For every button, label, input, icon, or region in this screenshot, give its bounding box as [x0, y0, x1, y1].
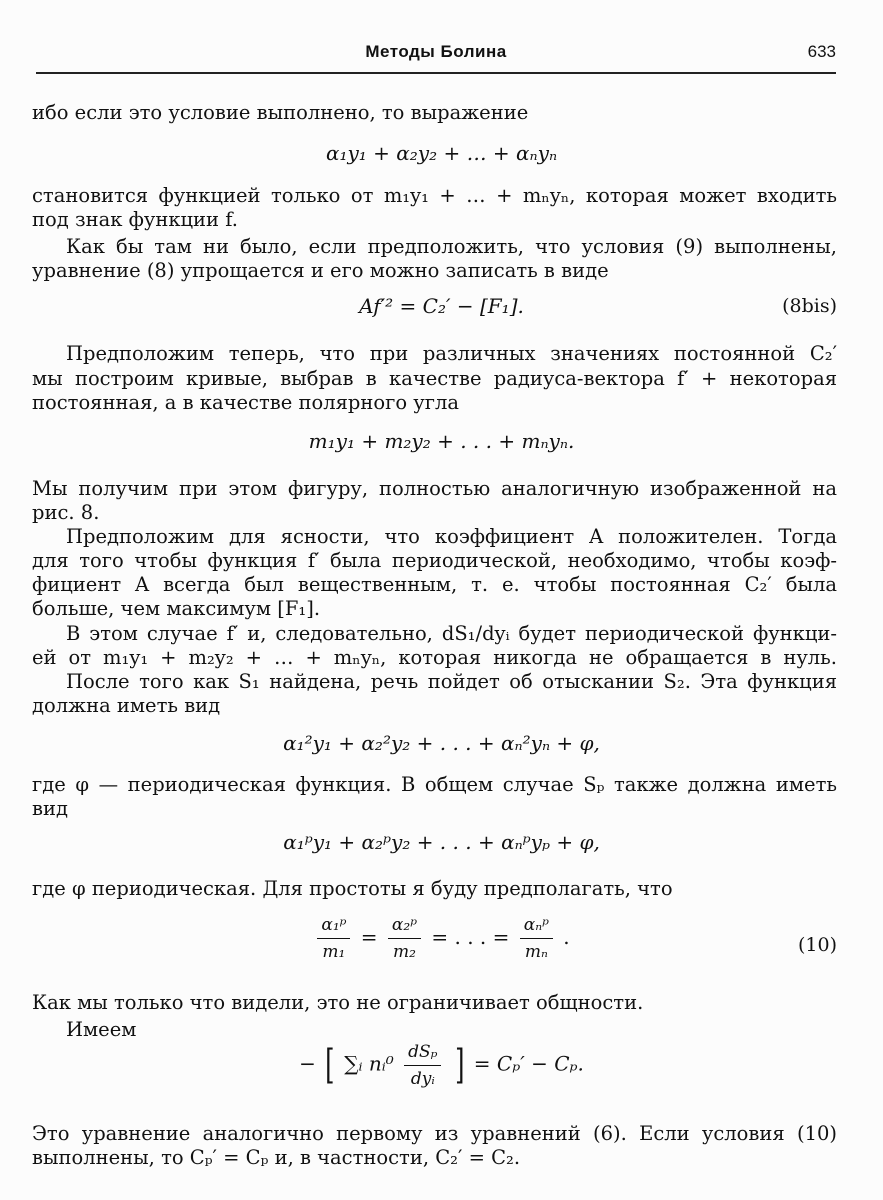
fraction-denominator: dyᵢ [410, 1068, 435, 1089]
fraction [317, 914, 350, 963]
text-line: уравнение (8) упрощается и его можно записать в виде [32, 259, 609, 282]
text-line: мы построим кривые, выбрав в качестве радиуса-вектора f′ + некоторая [32, 367, 837, 390]
sum-term: ∑ᵢ nᵢ⁰ [344, 1051, 394, 1076]
ellipsis-equals: = . . . = [431, 925, 510, 949]
fraction-numerator: α₂ᵖ [388, 914, 421, 939]
minus-sign: − [299, 1051, 316, 1076]
formula-sp: α₁ᵖy₁ + α₂ᵖy₂ + . . . + αₙᵖyₚ + φ, [283, 830, 600, 854]
text-line: выполнены, то Cₚ′ = Cₚ и, в частности, C₂′ = C₂. [32, 1146, 521, 1169]
fraction [388, 914, 421, 963]
text-line: Имеем [66, 1018, 137, 1041]
text-line: становится функцией только от m₁y₁ + … + mₙyₙ, которая может входить [32, 184, 837, 207]
text-line: Это уравнение аналогично первому из уравнений (6). Если условия (10) [32, 1122, 837, 1145]
formula-cp [0, 1040, 883, 1090]
running-head: Методы Болина [365, 42, 507, 61]
text-line: В этом случае f′ и, следовательно, dS₁/dyᵢ будет периодической функци- [66, 622, 837, 645]
text-line: постоянная, а в качестве полярного угла [32, 391, 459, 414]
text-line: для того чтобы функция f′ была периодической, необходимо, чтобы коэф- [32, 549, 837, 572]
formula-8bis [0, 293, 883, 319]
formula-polar-angle: m₁y₁ + m₂y₂ + . . . + mₙyₙ. [308, 429, 575, 453]
formula-s2: α₁²y₁ + α₂²y₂ + . . . + αₙ²yₙ + φ, [283, 731, 600, 755]
formula-body: Af′² = C₂′ − [F₁]. [359, 294, 524, 318]
left-bracket: [ [325, 1042, 335, 1088]
text-line: Предположим для ясности, что коэффициент A положителен. Тогда [66, 525, 837, 548]
text-line: ей от m₁y₁ + m₂y₂ + … + mₙyₙ, которая никогда не обращается в нуль. [32, 646, 837, 669]
text-line: вид [32, 797, 68, 820]
fraction-denominator: m₁ [322, 942, 346, 962]
formula-10 [0, 914, 883, 963]
text-line: под знак функции f. [32, 208, 238, 231]
equation-number: (8bis) [782, 295, 837, 317]
page-header [36, 40, 836, 74]
equals-sign: = [360, 925, 378, 949]
text-line: где φ периодическая. Для простоты я буду предполагать, что [32, 877, 673, 900]
formula-tail: = Cₚ′ − Cₚ. [473, 1051, 584, 1076]
fraction [520, 914, 553, 963]
fraction [404, 1041, 441, 1090]
fraction-numerator: α₁ᵖ [317, 914, 350, 939]
text-line: ибо если это условие выполнено, то выражение [32, 101, 529, 124]
equation-number: (10) [797, 934, 837, 956]
text-line: Мы получим при этом фигуру, полностью аналогичную изображенной на [32, 477, 837, 500]
fraction-denominator: m₂ [393, 942, 416, 962]
text-line: Как бы там ни было, если предположить, что условия (9) выполнены, [66, 235, 837, 258]
fraction-denominator: mₙ [524, 942, 548, 962]
header-rule [36, 72, 836, 74]
text-line: фициент A всегда был вещественным, т. е. чтобы постоянная C₂′ была [32, 573, 837, 596]
page-number: 633 [807, 42, 836, 61]
text-line: больше, чем максимум [F₁]. [32, 597, 321, 620]
period: . [563, 925, 570, 949]
fraction-numerator: dSₚ [404, 1041, 441, 1066]
text-line: рис. 8. [32, 501, 100, 524]
text-line: Как мы только что видели, это не ограничивает общности. [32, 991, 644, 1014]
formula-sum-alpha: α₁y₁ + α₂y₂ + … + αₙyₙ [325, 141, 558, 165]
text-line: где φ — периодическая функция. В общем случае Sₚ также должна иметь [32, 773, 837, 796]
fraction-numerator: αₙᵖ [520, 914, 553, 939]
text-line: должна иметь вид [32, 694, 221, 717]
text-line: После того как S₁ найдена, речь пойдет об отыскании S₂. Эта функция [66, 670, 837, 693]
right-bracket: ] [454, 1042, 465, 1088]
text-line: Предположим теперь, что при различных значениях постоянной C₂′ [66, 342, 837, 365]
